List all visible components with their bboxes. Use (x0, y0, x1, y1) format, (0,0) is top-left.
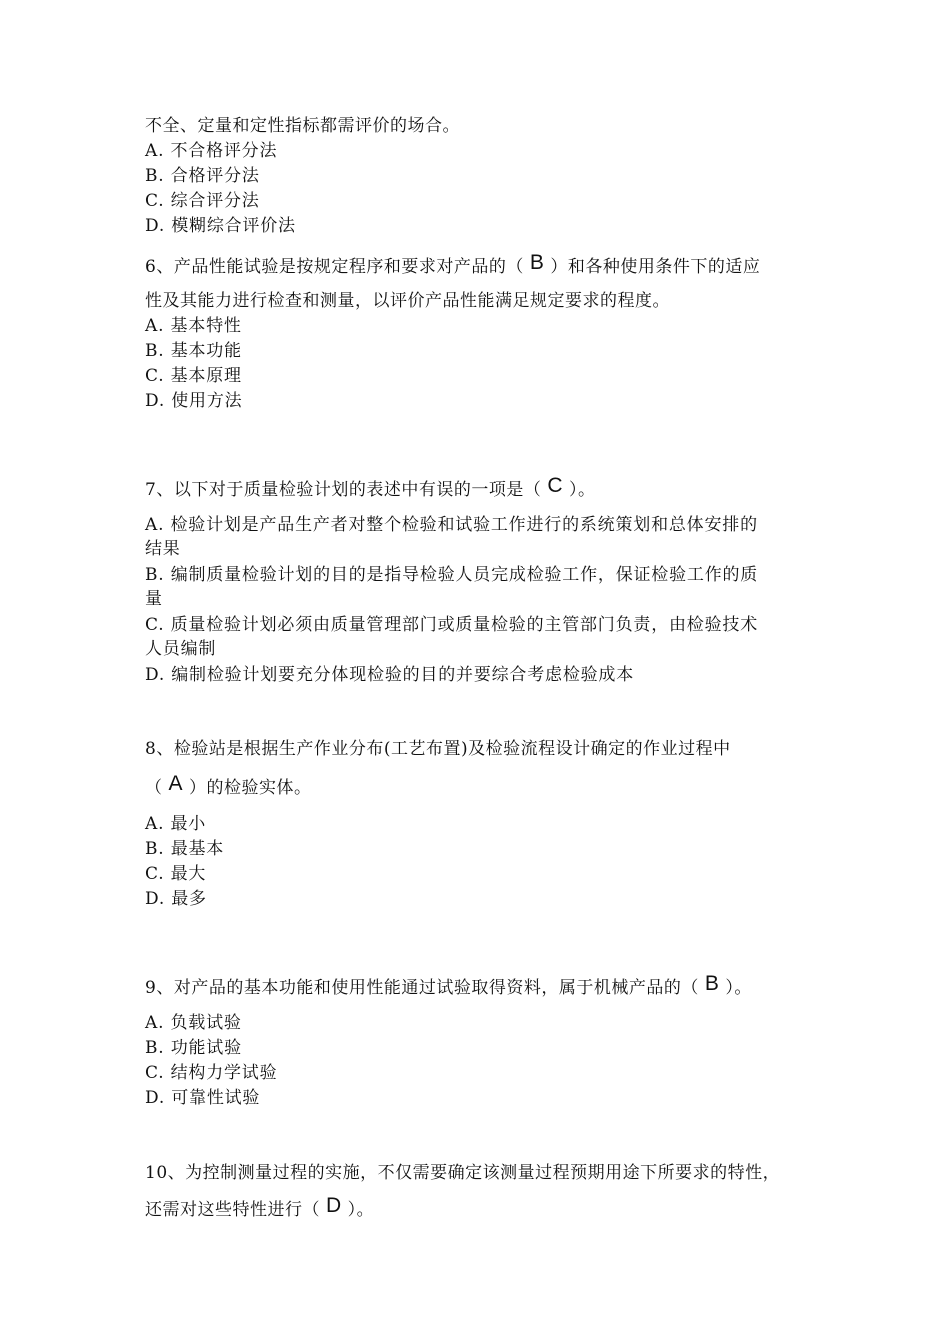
q6-stem-pre: 6、产品性能试验是按规定程序和要求对产品的（ (145, 257, 524, 277)
q9-stem-post: ）。 (725, 978, 752, 998)
q7-answer: C (547, 474, 563, 497)
q8-stem (145, 772, 312, 799)
q6-stem-line2: 性及其能力进行检查和测量，以评价产品性能满足规定要求的程度。 (145, 291, 670, 311)
q5-text: 不全、定量和定性指标都需评价的场合。 (145, 116, 460, 136)
q9-option-b: B. 功能试验 (145, 1038, 242, 1058)
q9-stem-pre: 9、对产品的基本功能和使用性能通过试验取得资料，属于机械产品的（ (145, 978, 699, 998)
q10-stem-post: ）。 (347, 1200, 375, 1220)
q6-option-c: C. 基本原理 (145, 366, 242, 386)
q9-stem (145, 972, 752, 999)
q7-option-c: C. 质量检验计划必须由质量管理部门或质量检验的主管部门负责，由检验技术 (145, 615, 759, 635)
q9-answer: B (704, 972, 720, 995)
q7-stem (145, 474, 596, 501)
q5-option-d: D. 模糊综合评价法 (145, 216, 296, 236)
q6-answer: B (529, 251, 545, 274)
q7-option-b: B. 编制质量检验计划的目的是指导检验人员完成检验工作，保证检验工作的质 (145, 565, 759, 585)
q5-option-a: A. 不合格评分法 (145, 141, 278, 161)
q6-option-a: A. 基本特性 (145, 316, 242, 336)
q10-answer: D (326, 1194, 342, 1217)
q7-option-a-cont: 结果 (145, 539, 181, 559)
q7-option-b-cont: 量 (145, 589, 163, 609)
q8-option-a: A. 最小 (145, 814, 207, 834)
q10-stem-line1: 10、为控制测量过程的实施，不仅需要确定该测量过程预期用途下所要求的特性， (145, 1163, 781, 1183)
q6-option-d: D. 使用方法 (145, 391, 243, 411)
q8-option-b: B. 最基本 (145, 839, 225, 859)
q5-option-b: B. 合格评分法 (145, 166, 260, 186)
q6-stem-post: ）和各种使用条件下的适应 (550, 257, 761, 277)
q7-option-c-cont: 人员编制 (145, 639, 217, 659)
q8-option-c: C. 最大 (145, 864, 207, 884)
q6-option-b: B. 基本功能 (145, 341, 242, 361)
q6-stem (145, 251, 761, 278)
q8-stem-line1: 8、检验站是根据生产作业分布(工艺布置)及检验流程设计确定的作业过程中 (145, 739, 731, 759)
q9-option-d: D. 可靠性试验 (145, 1088, 261, 1108)
q5-option-c: C. 综合评分法 (145, 191, 260, 211)
q9-option-a: A. 负载试验 (145, 1013, 242, 1033)
q8-stem-post: ）的检验实体。 (189, 778, 312, 798)
q10-stem (145, 1194, 375, 1221)
q7-option-a: A. 检验计划是产品生产者对整个检验和试验工作进行的系统策划和总体安排的 (145, 515, 758, 535)
q10-stem-pre: 还需对这些特性进行（ (145, 1200, 320, 1220)
q8-option-d: D. 最多 (145, 889, 207, 909)
q8-answer: A (168, 772, 184, 795)
q8-stem-pre: （ (145, 778, 163, 798)
q7-stem-post: ）。 (569, 480, 596, 500)
q7-stem-pre: 7、以下对于质量检验计划的表述中有误的一项是（ (145, 480, 542, 500)
q9-option-c: C. 结构力学试验 (145, 1063, 278, 1083)
q7-option-d: D. 编制检验计划要充分体现检验的目的并要综合考虑检验成本 (145, 665, 635, 685)
